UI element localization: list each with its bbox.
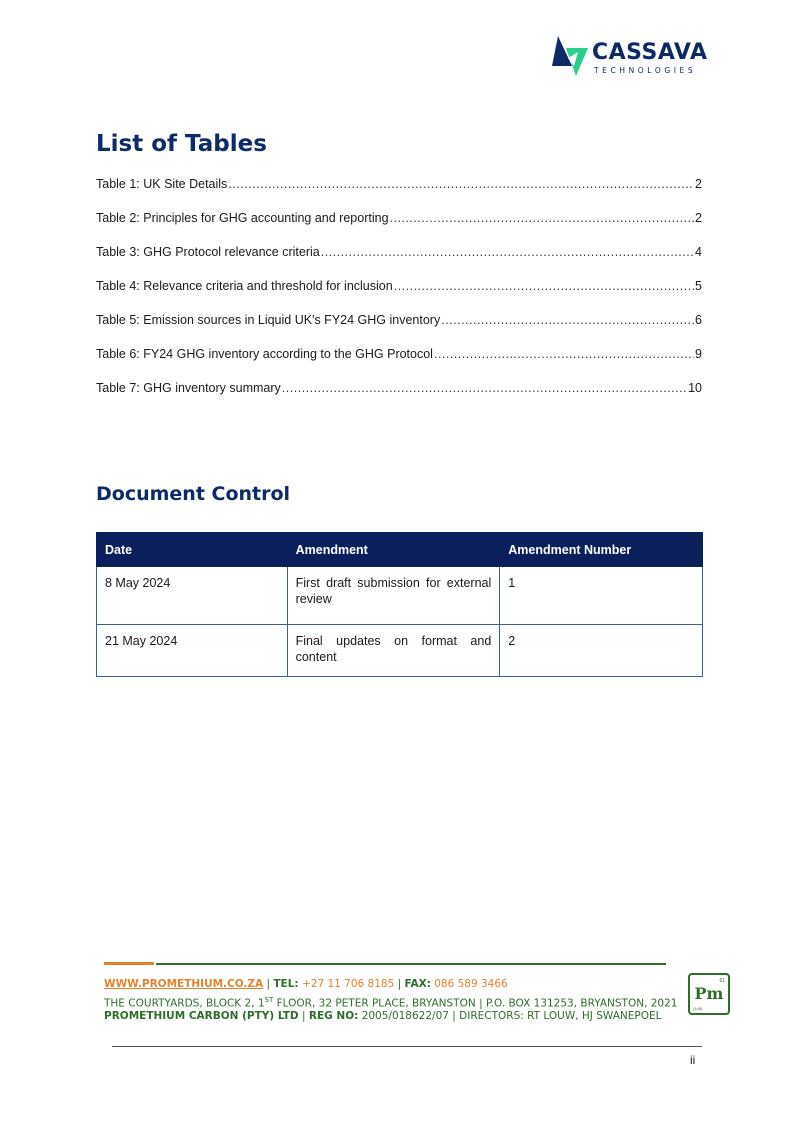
table-row bbox=[97, 625, 703, 677]
footer-reg-no: 2005/018622/07 bbox=[361, 1010, 449, 1022]
toc-entry-label: Table 5: Emission sources in Liquid UK's FY24 GHG inventory bbox=[96, 313, 441, 327]
toc-entry-label: Table 7: GHG inventory summary bbox=[96, 381, 281, 395]
footer-address-sup: ST bbox=[264, 996, 274, 1004]
toc-entry[interactable] bbox=[96, 277, 702, 311]
cell-amendment-number: 2 bbox=[500, 625, 703, 677]
cell-amendment: Final updates on format and content bbox=[287, 625, 500, 677]
toc-entry-page: 4 bbox=[695, 245, 702, 259]
element-mass: (145) bbox=[693, 1006, 703, 1011]
toc-entry[interactable] bbox=[96, 311, 702, 345]
logo-wordmark: CASSAVA bbox=[592, 40, 708, 65]
footer-separator: | bbox=[452, 1010, 460, 1022]
footer-website-link[interactable]: WWW.PROMETHIUM.CO.ZA bbox=[104, 978, 264, 990]
toc-entry[interactable] bbox=[96, 379, 702, 413]
footer-accent-line-green bbox=[156, 963, 666, 965]
footer-directors-label: DIRECTORS: bbox=[459, 1010, 524, 1022]
toc-entry[interactable] bbox=[96, 243, 702, 277]
footer-company-name: PROMETHIUM CARBON (PTY) LTD bbox=[104, 1010, 299, 1022]
toc-entry-label: Table 1: UK Site Details bbox=[96, 177, 228, 191]
footer-directors: RT LOUW, HJ SWANEPOEL bbox=[527, 1010, 662, 1022]
promethium-element-logo-icon bbox=[688, 973, 730, 1015]
toc-leader-dots bbox=[441, 311, 694, 329]
table-header-row bbox=[97, 533, 703, 567]
footer-tel-value: +27 11 706 8185 bbox=[301, 978, 395, 990]
toc-entry[interactable] bbox=[96, 209, 702, 243]
cassava-logo bbox=[552, 36, 708, 78]
cell-amendment-number: 1 bbox=[500, 567, 703, 625]
toc-entry-label: Table 3: GHG Protocol relevance criteria bbox=[96, 245, 320, 259]
footer-separator: | bbox=[397, 978, 405, 990]
element-symbol: Pm bbox=[694, 984, 724, 1003]
document-control-table bbox=[96, 532, 703, 677]
toc-entry-page: 2 bbox=[695, 177, 702, 191]
toc-entry[interactable] bbox=[96, 175, 702, 209]
toc-leader-dots bbox=[228, 175, 694, 193]
element-number: 61 bbox=[719, 978, 725, 984]
footer-fax-label: FAX: bbox=[404, 978, 431, 990]
footer-address-pre: THE COURTYARDS, BLOCK 2, 1 bbox=[104, 997, 265, 1010]
toc-entry-label: Table 6: FY24 GHG inventory according to the GHG Protocol bbox=[96, 347, 433, 361]
toc-entry-page: 10 bbox=[688, 381, 702, 395]
cell-date: 8 May 2024 bbox=[97, 567, 288, 625]
cell-date: 21 May 2024 bbox=[97, 625, 288, 677]
footer-separator: | bbox=[266, 978, 274, 990]
footer-contact-line bbox=[104, 977, 508, 991]
cassava-logo-mark-icon bbox=[552, 36, 592, 78]
toc-leader-dots bbox=[282, 379, 687, 397]
footer-fax-value: 086 589 3466 bbox=[434, 978, 508, 990]
toc-entry-page: 9 bbox=[695, 347, 702, 361]
toc-entry-label: Table 2: Principles for GHG accounting and reporting bbox=[96, 211, 389, 225]
footer-company-line bbox=[104, 1009, 661, 1023]
logo-tagline: TECHNOLOGIES bbox=[594, 66, 697, 75]
document-control-title: Document Control bbox=[96, 483, 291, 505]
toc-leader-dots bbox=[394, 277, 694, 295]
footer-separator: | bbox=[302, 1010, 309, 1022]
toc-entry-page: 6 bbox=[695, 313, 702, 327]
toc-leader-dots bbox=[434, 345, 694, 363]
footer-po-box: P.O. BOX 131253, BRYANSTON, 2021 bbox=[485, 997, 678, 1010]
toc-entry-page: 2 bbox=[695, 211, 702, 225]
cell-amendment: First draft submission for external review bbox=[287, 567, 500, 625]
footer-divider bbox=[112, 1046, 702, 1047]
column-header-amendment-number: Amendment Number bbox=[500, 533, 703, 567]
footer-reg-label: REG NO: bbox=[308, 1010, 359, 1022]
page-number: ii bbox=[690, 1053, 696, 1067]
toc-entry[interactable] bbox=[96, 345, 702, 379]
toc-leader-dots bbox=[390, 209, 695, 227]
footer-address-post: FLOOR, 32 PETER PLACE, BRYANSTON bbox=[273, 997, 476, 1010]
list-of-tables-title: List of Tables bbox=[96, 131, 267, 157]
footer-address-line bbox=[104, 993, 677, 1011]
toc-entry-page: 5 bbox=[695, 279, 702, 293]
toc-leader-dots bbox=[321, 243, 694, 261]
footer-accent-line-orange bbox=[104, 962, 154, 965]
toc-entry-label: Table 4: Relevance criteria and threshold for inclusion bbox=[96, 279, 393, 293]
column-header-amendment: Amendment bbox=[287, 533, 500, 567]
table-row bbox=[97, 567, 703, 625]
list-of-tables bbox=[96, 175, 702, 413]
footer-separator: | bbox=[479, 997, 486, 1010]
column-header-date: Date bbox=[97, 533, 288, 567]
page-footer bbox=[104, 962, 744, 1032]
footer-tel-label: TEL: bbox=[273, 978, 299, 990]
